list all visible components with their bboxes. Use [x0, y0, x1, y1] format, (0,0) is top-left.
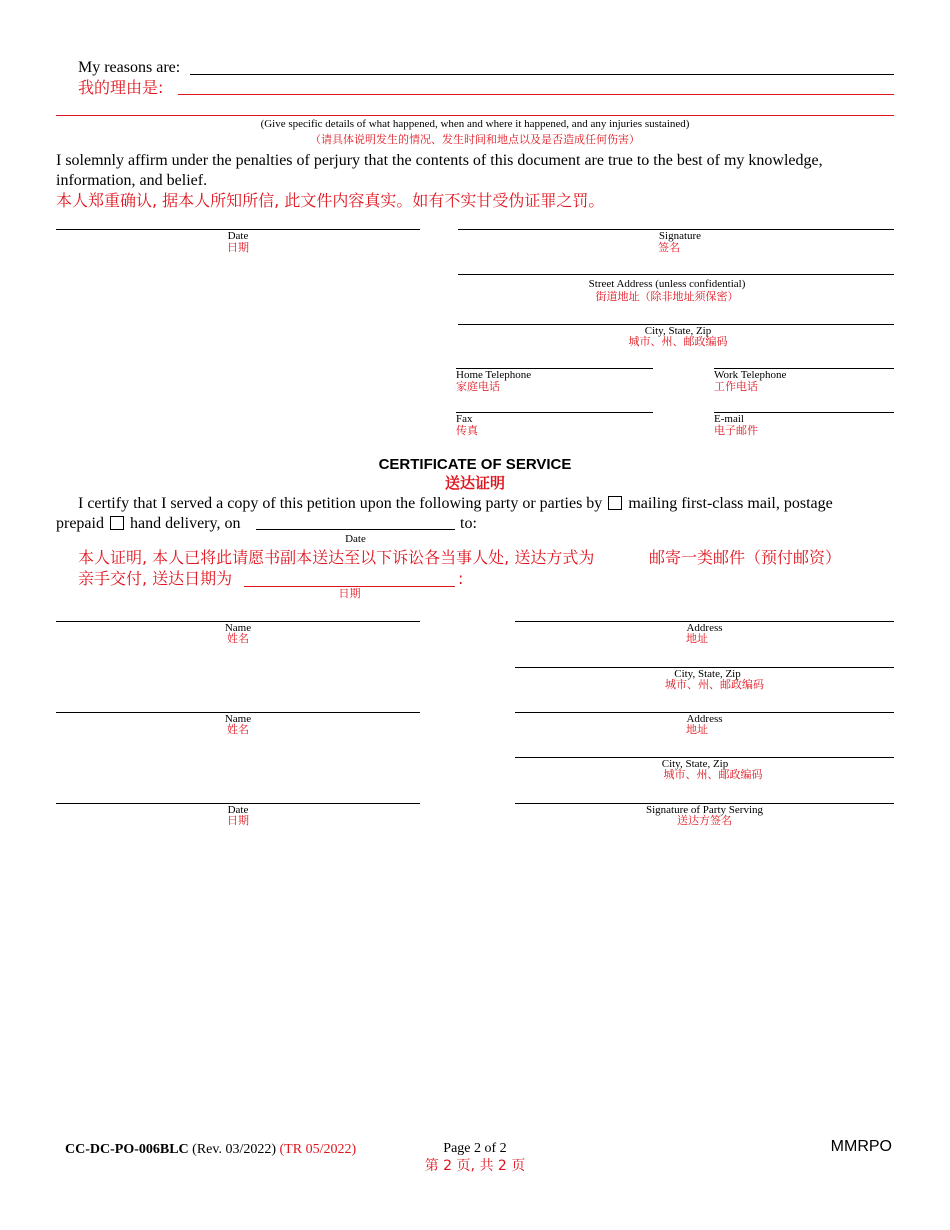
form-code: MMRPO: [830, 1138, 892, 1155]
date-label: Date: [227, 230, 249, 242]
service-date-label-cn: 日期: [338, 587, 361, 600]
reasons-hint-cn: （请具体说明发生的情况、发生时间和地点以及是否造成任何伤害）: [310, 133, 640, 146]
service-date-label: Date: [345, 533, 366, 545]
hand-delivery-checkbox[interactable]: [110, 516, 124, 530]
page-number-cn: 第 2 页, 共 2 页: [424, 1158, 526, 1174]
email-label-cn: 电子邮件: [714, 424, 758, 437]
reasons-line-1[interactable]: [190, 74, 894, 75]
home-tel-label-cn: 家庭电话: [456, 380, 500, 393]
party-2-name-label: Name: [224, 713, 252, 725]
party-2-address-label-cn: 地址: [686, 723, 708, 736]
certify-text-1b: mailing first-class mail, postage: [628, 495, 833, 512]
service-sign-date-label-cn: 日期: [227, 814, 249, 827]
affirmation-line-1: I solemnly affirm under the penalties of perjury that the contents of this document are true to the best of my knowledge,: [56, 152, 823, 169]
work-tel-label: Work Telephone: [714, 369, 787, 381]
work-tel-label-cn: 工作电话: [714, 380, 758, 393]
page-number: Page 2 of 2: [443, 1141, 507, 1156]
reasons-hint: (Give specific details of what happened, when and where it happened, and any injuries sustained): [260, 118, 690, 130]
affirmation-line-2: information, and belief.: [56, 172, 208, 189]
certify-text-1a: I certify that I served a copy of this petition upon the following party or parties by: [78, 495, 603, 512]
party-serving-signature-label-cn: 送达方签名: [677, 814, 732, 827]
fax-label: Fax: [456, 413, 473, 425]
certify-cn-1a: 本人证明, 本人已将此请愿书副本送达至以下诉讼各当事人处, 送达方式为: [78, 548, 595, 567]
form-id: CC-DC-PO-006BLC: [65, 1142, 189, 1157]
home-tel-label: Home Telephone: [456, 369, 532, 381]
city-label: City, State, Zip: [644, 325, 712, 337]
party-2-city-label: City, State, Zip: [661, 758, 729, 770]
certify-text-2c: to:: [460, 515, 477, 532]
city-label-cn: 城市、州、邮政编码: [628, 335, 728, 348]
certify-cn-2b: :: [458, 569, 464, 588]
reasons-label: My reasons are:: [78, 59, 181, 76]
party-1-city-label-cn: 城市、州、邮政编码: [665, 678, 764, 691]
party-1-name-label: Name: [224, 622, 252, 634]
party-serving-signature-label: Signature of Party Serving: [645, 804, 763, 816]
street-line[interactable]: [458, 274, 894, 275]
mail-checkbox[interactable]: [608, 496, 622, 510]
certify-line-1: [78, 494, 833, 514]
service-sign-date-label: Date: [227, 804, 249, 816]
street-label-cn: 街道地址（除非地址须保密）: [595, 290, 739, 303]
party-2-address-label: Address: [686, 713, 723, 725]
reasons-line-2[interactable]: [178, 94, 894, 95]
certificate-title-cn: 送达证明: [444, 474, 505, 492]
signature-label: Signature: [658, 230, 702, 242]
party-1-name-label-cn: 姓名: [227, 632, 249, 645]
party-2-city-label-cn: 城市、州、邮政编码: [663, 768, 763, 781]
reasons-label-cn: 我的理由是:: [78, 78, 164, 97]
party-2-name-label-cn: 姓名: [227, 723, 249, 736]
form-rev: (Rev. 03/2022): [192, 1142, 277, 1157]
form-tr: (TR 05/2022): [279, 1142, 357, 1157]
street-label: Street Address (unless confidential): [588, 278, 746, 290]
affirmation-cn: 本人郑重确认, 据本人所知所信, 此文件内容真实。如有不实甘受伪证罪之罚。: [56, 191, 605, 210]
email-label: E-mail: [714, 413, 744, 425]
service-date-line[interactable]: [256, 529, 455, 530]
certify-text-2a: prepaid: [56, 515, 104, 532]
certify-cn-2a: 亲手交付, 送达日期为: [78, 569, 233, 588]
party-1-address-label-cn: 地址: [686, 632, 708, 645]
certify-line-2: [56, 514, 240, 534]
reasons-line-3[interactable]: [56, 115, 894, 116]
fax-label-cn: 传真: [456, 424, 478, 437]
party-1-address-label: Address: [686, 622, 723, 634]
certify-text-2b: hand delivery, on: [129, 515, 241, 532]
party-1-city-label: City, State, Zip: [674, 668, 741, 680]
form-id-line: [65, 1142, 356, 1158]
signature-label-cn: 签名: [658, 241, 680, 254]
fax-line[interactable]: [456, 412, 653, 413]
certify-cn-1b: 邮寄一类邮件（预付邮资）: [649, 548, 842, 567]
certificate-title: CERTIFICATE OF SERVICE: [378, 456, 572, 473]
date-label-cn: 日期: [227, 241, 249, 254]
